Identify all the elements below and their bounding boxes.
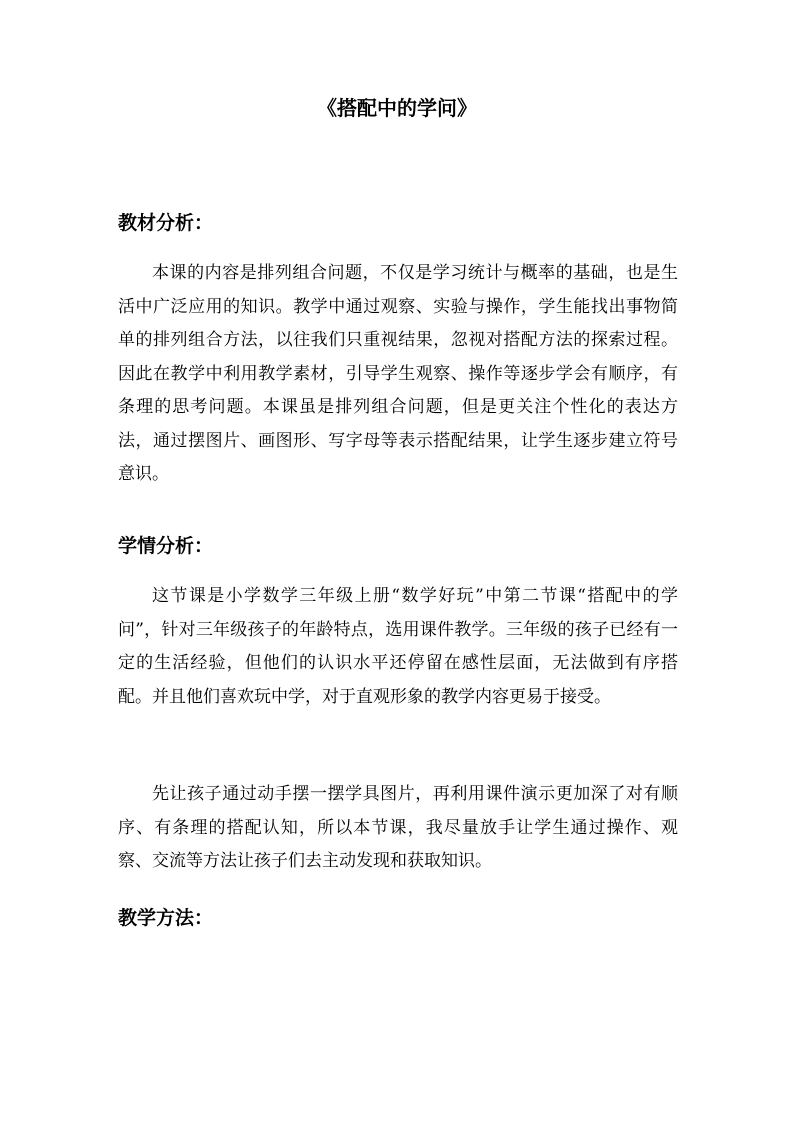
document-title: 《搭配中的学问》: [317, 96, 477, 120]
heading-teaching-methods: 教学方法：: [118, 907, 214, 929]
paragraph-student-analysis-2: 先让孩子通过动手摆一摆学具图片，再利用课件演示更加深了对有顺序、有条理的搭配认知，所以本节课，我尽量放手让学生通过操作、观察、交流等方法让孩子们去主动发现和获取知识。: [118, 784, 678, 871]
paragraph-student-analysis-1: 这节课是小学数学三年级上册“数学好玩”中第二节课“搭配中的学问”，针对三年级孩子的年龄特点，选用课件教学。三年级的孩子已经有一定的生活经验，但他们的认识水平还停留在感性层面，无法做到有序搭配。并且他们喜欢玩中学，对于直观形象的教学内容更易于接受。: [118, 586, 678, 707]
paragraph-textbook-analysis: 本课的内容是排列组合问题，不仅是学习统计与概率的基础，也是生活中广泛应用的知识。教学中通过观察、实验与操作，学生能找出事物简单的排列组合方法，以往我们只重视结果，忽视对搭配方法的探索过程。因此在教学中利用教学素材，引导学生观察、操作等逐步学会有顺序，有条理的思考问题。本课虽是排列组合问题，但是更关注个性化的表达方法，通过摆图片、画图形、写字母等表示搭配结果，让学生逐步建立符号意识。: [118, 263, 678, 484]
heading-student-analysis: 学情分析：: [118, 535, 214, 557]
heading-textbook-analysis: 教材分析：: [118, 212, 214, 234]
